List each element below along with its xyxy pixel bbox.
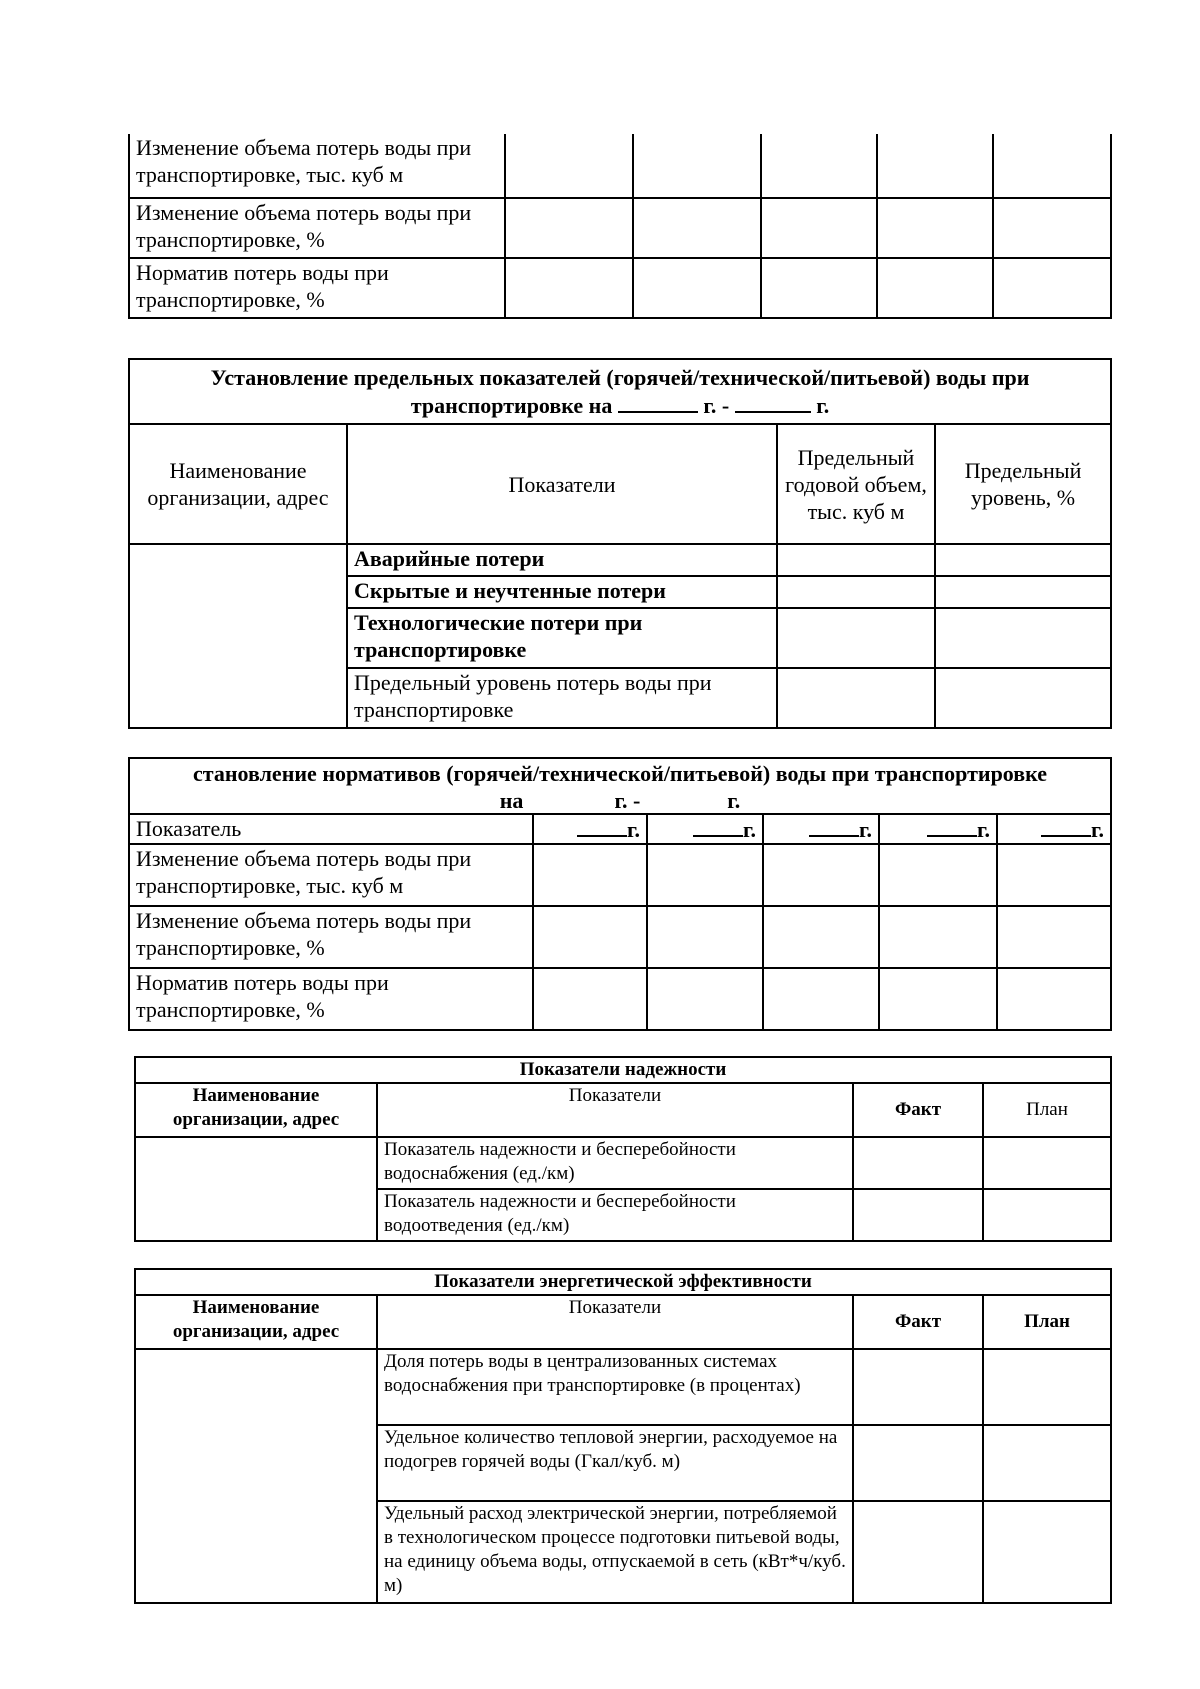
value-cell[interactable] <box>853 1189 983 1241</box>
value-cell[interactable] <box>761 134 877 198</box>
loss-norms-table <box>128 757 1112 1031</box>
value-cell[interactable] <box>761 258 877 318</box>
table-title: Показатели надежности <box>135 1057 1111 1083</box>
value-cell[interactable] <box>763 906 879 968</box>
column-header-volume: Предельный годовой объем, тыс. куб м <box>777 424 935 544</box>
value-cell[interactable] <box>935 608 1111 668</box>
row-label: Доля потерь воды в централизованных системах водоснабжения при транспортировке (в процентах) <box>377 1349 853 1425</box>
value-cell[interactable] <box>777 668 935 728</box>
row-label: Изменение объема потерь воды при транспортировке, тыс. куб м <box>129 134 505 198</box>
column-header-org: Наименование организации, адрес <box>135 1295 377 1349</box>
reliability-table <box>134 1056 1112 1242</box>
value-cell[interactable] <box>983 1137 1111 1189</box>
value-cell[interactable] <box>633 258 761 318</box>
value-cell[interactable] <box>853 1137 983 1189</box>
row-label: Изменение объема потерь воды при транспортировке, % <box>129 198 505 258</box>
column-header-fact: Факт <box>853 1295 983 1349</box>
org-cell[interactable] <box>135 1349 377 1603</box>
value-cell[interactable] <box>761 198 877 258</box>
column-header-indicators: Показатели <box>347 424 777 544</box>
value-cell[interactable] <box>983 1501 1111 1603</box>
column-header-plan: План <box>983 1083 1111 1137</box>
column-header-level: Предельный уровень, % <box>935 424 1111 544</box>
row-label: Предельный уровень потерь воды при транспортировке <box>347 668 777 728</box>
value-cell[interactable] <box>997 844 1111 906</box>
value-cell[interactable] <box>533 906 647 968</box>
limit-indicators-table <box>128 358 1112 729</box>
energy-efficiency-table <box>134 1268 1112 1604</box>
value-cell[interactable] <box>993 258 1111 318</box>
table-title: Установление предельных показателей (горячей/технической/питьевой) воды при транспортировке на г. - г. <box>129 359 1111 424</box>
value-cell[interactable] <box>777 544 935 576</box>
value-cell[interactable] <box>935 668 1111 728</box>
row-label: Скрытые и неучтенные потери <box>347 576 777 608</box>
row-label: Удельный расход электрической энергии, потребляемой в технологическом процессе подготовки питьевой воды, на единицу объема воды, отпускаемой в сеть (кВт*ч/куб. м) <box>377 1501 853 1603</box>
value-cell[interactable] <box>505 134 633 198</box>
value-cell[interactable] <box>633 134 761 198</box>
value-cell[interactable] <box>533 968 647 1030</box>
column-header-fact: Факт <box>853 1083 983 1137</box>
row-label: Показатель надежности и бесперебойности водоотведения (ед./км) <box>377 1189 853 1241</box>
value-cell[interactable] <box>983 1189 1111 1241</box>
value-cell[interactable] <box>647 844 763 906</box>
value-cell[interactable] <box>853 1425 983 1501</box>
year-header: г. <box>647 814 763 844</box>
value-cell[interactable] <box>935 544 1111 576</box>
value-cell[interactable] <box>505 198 633 258</box>
column-header-org: Наименование организации, адрес <box>135 1083 377 1137</box>
value-cell[interactable] <box>763 968 879 1030</box>
table-title: становление нормативов (горячей/технической/питьевой) воды при транспортировке на г. - г. <box>129 758 1111 814</box>
row-label: Технологические потери при транспортировке <box>347 608 777 668</box>
row-label: Показатель надежности и бесперебойности водоснабжения (ед./км) <box>377 1137 853 1189</box>
column-header-plan: План <box>983 1295 1111 1349</box>
value-cell[interactable] <box>935 576 1111 608</box>
value-cell[interactable] <box>647 968 763 1030</box>
value-cell[interactable] <box>877 198 993 258</box>
value-cell[interactable] <box>763 844 879 906</box>
column-header-indicators: Показатели <box>377 1083 853 1137</box>
table-title: Показатели энергетической эффективности <box>135 1269 1111 1295</box>
year-header: г. <box>997 814 1111 844</box>
column-header-indicators: Показатели <box>377 1295 853 1349</box>
value-cell[interactable] <box>983 1425 1111 1501</box>
value-cell[interactable] <box>647 906 763 968</box>
value-cell[interactable] <box>879 906 997 968</box>
value-cell[interactable] <box>879 968 997 1030</box>
losses-norm-table-continued <box>128 134 1112 319</box>
value-cell[interactable] <box>533 844 647 906</box>
value-cell[interactable] <box>853 1501 983 1603</box>
column-header-org: Наименование организации, адрес <box>129 424 347 544</box>
value-cell[interactable] <box>505 258 633 318</box>
value-cell[interactable] <box>777 608 935 668</box>
year-header: г. <box>533 814 647 844</box>
column-header-indicator: Показатель <box>129 814 533 844</box>
value-cell[interactable] <box>983 1349 1111 1425</box>
row-label: Изменение объема потерь воды при транспортировке, % <box>129 906 533 968</box>
row-label: Изменение объема потерь воды при транспортировке, тыс. куб м <box>129 844 533 906</box>
value-cell[interactable] <box>997 906 1111 968</box>
value-cell[interactable] <box>633 198 761 258</box>
value-cell[interactable] <box>777 576 935 608</box>
org-cell[interactable] <box>135 1137 377 1241</box>
org-cell[interactable] <box>129 544 347 728</box>
row-label: Аварийные потери <box>347 544 777 576</box>
value-cell[interactable] <box>993 198 1111 258</box>
value-cell[interactable] <box>993 134 1111 198</box>
value-cell[interactable] <box>853 1349 983 1425</box>
value-cell[interactable] <box>879 844 997 906</box>
row-label: Норматив потерь воды при транспортировке, % <box>129 258 505 318</box>
row-label: Норматив потерь воды при транспортировке, % <box>129 968 533 1030</box>
value-cell[interactable] <box>997 968 1111 1030</box>
row-label: Удельное количество тепловой энергии, расходуемое на подогрев горячей воды (Гкал/куб. м) <box>377 1425 853 1501</box>
year-header: г. <box>763 814 879 844</box>
value-cell[interactable] <box>877 134 993 198</box>
value-cell[interactable] <box>877 258 993 318</box>
year-header: г. <box>879 814 997 844</box>
